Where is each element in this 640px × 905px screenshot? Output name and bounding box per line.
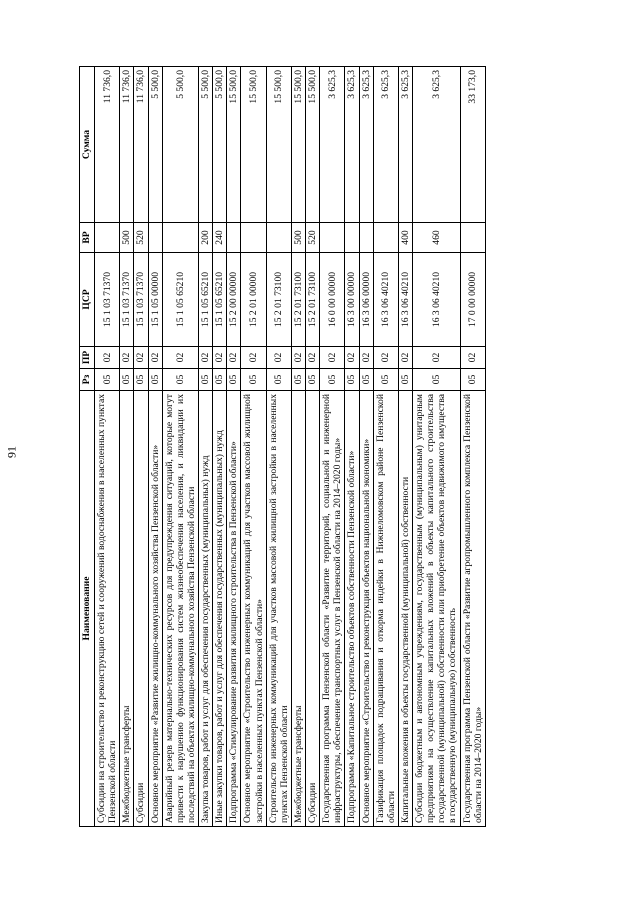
cell-rz: 05: [120, 369, 134, 391]
cell-vr: [359, 223, 373, 253]
table-body: [95, 67, 486, 827]
cell-csr: 15 1 05 00000: [148, 253, 162, 347]
cell-pr: 02: [460, 347, 485, 369]
cell-pr: 02: [95, 347, 120, 369]
table-row: [320, 67, 345, 827]
cell-name: Основное мероприятие «Строительство и реконструкция объектов национальной экономики»: [359, 391, 373, 827]
cell-sum: 3 625,3: [359, 67, 373, 223]
cell-csr: 15 2 01 00000: [241, 253, 266, 347]
cell-rz: 05: [398, 369, 412, 391]
cell-pr: 02: [120, 347, 134, 369]
table-row: [460, 67, 485, 827]
cell-csr: 16 0 00 00000: [320, 253, 345, 347]
cell-pr: 02: [291, 347, 305, 369]
cell-csr: 16 3 06 40210: [413, 253, 461, 347]
table-row: [213, 67, 227, 827]
cell-vr: [345, 223, 359, 253]
cell-sum: 3 625,3: [345, 67, 359, 223]
table-row: [398, 67, 412, 827]
cell-rz: 05: [373, 369, 398, 391]
table-row: [199, 67, 213, 827]
cell-vr: 500: [120, 223, 134, 253]
cell-name: Государственная программа Пензенской области «Развитие территорий, социальной и инженерной инфраструктуры, обеспечение транспортных услуг в Пензенской области на 2014–2020 годы»: [320, 391, 345, 827]
cell-csr: 16 3 06 40210: [373, 253, 398, 347]
header-pr: ПР: [80, 347, 95, 369]
cell-rz: 05: [148, 369, 162, 391]
cell-rz: 05: [291, 369, 305, 391]
table-row: [120, 67, 134, 827]
cell-vr: 400: [398, 223, 412, 253]
cell-pr: 02: [134, 347, 148, 369]
cell-pr: 02: [413, 347, 461, 369]
cell-pr: 02: [266, 347, 291, 369]
cell-pr: 02: [306, 347, 320, 369]
table-row: [134, 67, 148, 827]
header-sum: Сумма: [80, 67, 95, 223]
cell-name: Капитальные вложения в объекты государственной (муниципальной) собственности: [398, 391, 412, 827]
cell-rz: 05: [241, 369, 266, 391]
cell-rz: 05: [413, 369, 461, 391]
cell-sum: 11 736,0: [134, 67, 148, 223]
cell-name: Строительство инженерных коммуникаций для участков массовой жилищной застройки в населенных пунктах Пензенской области: [266, 391, 291, 827]
cell-sum: 11 736,0: [120, 67, 134, 223]
cell-sum: 15 500,0: [241, 67, 266, 223]
table-row: [162, 67, 198, 827]
cell-pr: 02: [320, 347, 345, 369]
cell-sum: 5 500,0: [213, 67, 227, 223]
cell-pr: 02: [241, 347, 266, 369]
cell-sum: 3 625,3: [413, 67, 461, 223]
cell-pr: 02: [213, 347, 227, 369]
cell-sum: 5 500,0: [148, 67, 162, 223]
cell-sum: 15 500,0: [227, 67, 241, 223]
table-row: [266, 67, 291, 827]
cell-csr: 15 1 05 65210: [213, 253, 227, 347]
cell-csr: 15 1 03 71370: [95, 253, 120, 347]
cell-rz: 05: [320, 369, 345, 391]
cell-vr: 520: [306, 223, 320, 253]
cell-vr: [266, 223, 291, 253]
cell-sum: 3 625,3: [373, 67, 398, 223]
cell-csr: 15 2 01 73100: [266, 253, 291, 347]
cell-vr: [227, 223, 241, 253]
table-row: [373, 67, 398, 827]
cell-rz: 05: [199, 369, 213, 391]
cell-rz: 05: [227, 369, 241, 391]
cell-name: Межбюджетные трансферты: [120, 391, 134, 827]
page-number: 91: [4, 446, 19, 458]
table-row: [359, 67, 373, 827]
table-row: [306, 67, 320, 827]
table-header-row: [80, 67, 95, 827]
cell-rz: 05: [162, 369, 198, 391]
budget-table: [79, 66, 486, 827]
table-row: [227, 67, 241, 827]
cell-sum: 15 500,0: [306, 67, 320, 223]
cell-name: Межбюджетные трансферты: [291, 391, 305, 827]
cell-name: Субсидии: [306, 391, 320, 827]
cell-rz: 05: [213, 369, 227, 391]
table-row: [291, 67, 305, 827]
cell-vr: [320, 223, 345, 253]
cell-name: Основное мероприятие «Развитие жилищно-коммунального хозяйства Пензенской области»: [148, 391, 162, 827]
cell-pr: 02: [359, 347, 373, 369]
cell-sum: 11 736,0: [95, 67, 120, 223]
cell-pr: 02: [398, 347, 412, 369]
cell-pr: 02: [199, 347, 213, 369]
cell-csr: 15 1 05 65210: [199, 253, 213, 347]
cell-rz: 05: [266, 369, 291, 391]
cell-rz: 05: [460, 369, 485, 391]
cell-vr: [373, 223, 398, 253]
cell-sum: 33 173,0: [460, 67, 485, 223]
cell-csr: 15 2 01 73100: [291, 253, 305, 347]
cell-rz: 05: [95, 369, 120, 391]
cell-name: Основное мероприятие «Строительство инженерных коммуникаций для участков массовой жилищной застройки в населенных пунктах Пензенской области»: [241, 391, 266, 827]
cell-csr: 15 2 00 00000: [227, 253, 241, 347]
cell-vr: 200: [199, 223, 213, 253]
cell-vr: [148, 223, 162, 253]
cell-sum: 5 500,0: [199, 67, 213, 223]
cell-sum: 15 500,0: [266, 67, 291, 223]
cell-csr: 15 2 01 73100: [306, 253, 320, 347]
cell-pr: 02: [373, 347, 398, 369]
cell-vr: 240: [213, 223, 227, 253]
cell-vr: [162, 223, 198, 253]
cell-name: Подпрограмма «Стимулирование развития жилищного строительства в Пензенской области»: [227, 391, 241, 827]
cell-rz: 05: [359, 369, 373, 391]
cell-csr: 15 1 03 71370: [134, 253, 148, 347]
cell-vr: [241, 223, 266, 253]
header-name: Наименование: [80, 391, 95, 827]
cell-name: Газификация площадок подращивания и откорма индейки в Нижнеломовском районе Пензенской области: [373, 391, 398, 827]
cell-vr: 520: [134, 223, 148, 253]
cell-pr: 02: [345, 347, 359, 369]
cell-name: Субсидии: [134, 391, 148, 827]
cell-rz: 05: [306, 369, 320, 391]
cell-name: Субсидии бюджетным и автономным учреждениям, государственным (муниципальным) унитарным предприятиям на осуществление капитальных вложений в объекты капитального строительства государственной (муниципальной) собственности или приобретение объектов недвижимого имущества в государственную (муниципальную) собственность: [413, 391, 461, 827]
cell-csr: 16 3 00 00000: [345, 253, 359, 347]
cell-rz: 05: [134, 369, 148, 391]
cell-vr: 500: [291, 223, 305, 253]
header-rz: Рз: [80, 369, 95, 391]
cell-csr: 17 0 00 00000: [460, 253, 485, 347]
table-row: [345, 67, 359, 827]
cell-csr: 16 3 06 40210: [398, 253, 412, 347]
cell-vr: [95, 223, 120, 253]
cell-rz: 05: [345, 369, 359, 391]
cell-pr: 02: [162, 347, 198, 369]
cell-sum: 3 625,3: [398, 67, 412, 223]
cell-pr: 02: [227, 347, 241, 369]
cell-name: Аварийный резерв материально-технических ресурсов для предупреждения ситуаций, которые могут привести к нарушению функционирования систем жизнеобеспечения населения, и ликвидации их последствий на объектах жилищно-коммунального хозяйства Пензенской области: [162, 391, 198, 827]
cell-csr: 15 1 05 65210: [162, 253, 198, 347]
table-row: [95, 67, 120, 827]
cell-csr: 15 1 03 71370: [120, 253, 134, 347]
cell-sum: 5 500,0: [162, 67, 198, 223]
cell-name: Подпрограмма «Капитальное строительство объектов собственности Пензенской области»: [345, 391, 359, 827]
cell-pr: 02: [148, 347, 162, 369]
table-row: [241, 67, 266, 827]
cell-name: Закупка товаров, работ и услуг для обеспечения государственных (муниципальных) нужд: [199, 391, 213, 827]
cell-sum: 15 500,0: [291, 67, 305, 223]
cell-name: Государственная программа Пензенской области «Развитие агропромышленного комплекса Пензенской области на 2014–2020 годы»: [460, 391, 485, 827]
cell-name: Иные закупки товаров, работ и услуг для обеспечения государственных (муниципальных) нужд: [213, 391, 227, 827]
header-csr: ЦСР: [80, 253, 95, 347]
cell-csr: 16 3 06 00000: [359, 253, 373, 347]
table-row: [148, 67, 162, 827]
cell-name: Субсидии на строительство и реконструкцию сетей и сооружений водоснабжения в населенных пунктах Пензенской области: [95, 391, 120, 827]
table-row: [413, 67, 461, 827]
header-vr: ВР: [80, 223, 95, 253]
cell-sum: 3 625,3: [320, 67, 345, 223]
cell-vr: 460: [413, 223, 461, 253]
rotated-table-container: [79, 67, 639, 827]
cell-vr: [460, 223, 485, 253]
